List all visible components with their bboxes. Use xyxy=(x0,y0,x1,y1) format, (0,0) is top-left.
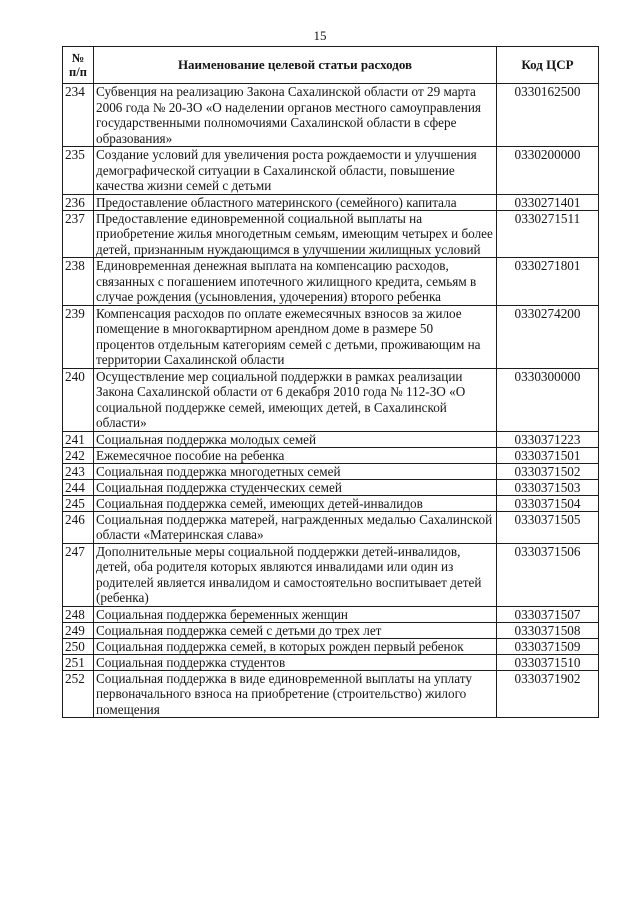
table-row xyxy=(63,447,599,463)
row-name: Социальная поддержка в виде единовременной выплаты на уплату первоначального взноса на приобретение (строительство) жилого помещения xyxy=(94,670,497,718)
row-number: 243 xyxy=(63,463,94,479)
column-header-number-line2: п/п xyxy=(69,65,87,79)
row-code: 0330371503 xyxy=(497,479,599,495)
row-code: 0330371507 xyxy=(497,606,599,622)
row-number: 234 xyxy=(63,84,94,147)
row-name: Осуществление мер социальной поддержки в рамках реализации Закона Сахалинской области от 6 декабря 2010 года № 112-ЗО «О социальной поддержке семей, имеющих детей, в Сахалинской области» xyxy=(94,368,497,431)
row-name: Создание условий для увеличения роста рождаемости и улучшения демографической ситуации в Сахалинской области, повышение качества жизни семей с детьми xyxy=(94,147,497,195)
row-code: 0330271801 xyxy=(497,258,599,306)
row-number: 240 xyxy=(63,368,94,431)
table-row xyxy=(63,147,599,195)
row-number: 249 xyxy=(63,622,94,638)
row-code: 0330371509 xyxy=(497,638,599,654)
row-code: 0330162500 xyxy=(497,84,599,147)
table-row xyxy=(63,654,599,670)
table-row xyxy=(63,670,599,718)
row-number: 250 xyxy=(63,638,94,654)
row-code: 0330271401 xyxy=(497,194,599,210)
row-code: 0330371510 xyxy=(497,654,599,670)
table-row xyxy=(63,194,599,210)
table-row xyxy=(63,305,599,368)
row-code: 0330371504 xyxy=(497,495,599,511)
row-number: 235 xyxy=(63,147,94,195)
row-name: Социальная поддержка беременных женщин xyxy=(94,606,497,622)
row-number: 246 xyxy=(63,511,94,543)
row-code: 0330200000 xyxy=(497,147,599,195)
row-name: Социальная поддержка матерей, награжденных медалью Сахалинской области «Материнская слава» xyxy=(94,511,497,543)
row-name: Социальная поддержка семей с детьми до трех лет xyxy=(94,622,497,638)
row-number: 237 xyxy=(63,210,94,258)
table-row xyxy=(63,606,599,622)
table-row xyxy=(63,210,599,258)
row-code: 0330371508 xyxy=(497,622,599,638)
row-name: Социальная поддержка молодых семей xyxy=(94,431,497,447)
table-row xyxy=(63,431,599,447)
row-code: 0330371902 xyxy=(497,670,599,718)
row-code: 0330371223 xyxy=(497,431,599,447)
row-name: Социальная поддержка семей, в которых рожден первый ребенок xyxy=(94,638,497,654)
row-number: 242 xyxy=(63,447,94,463)
table-header-row xyxy=(63,47,599,84)
table-row xyxy=(63,463,599,479)
row-number: 241 xyxy=(63,431,94,447)
row-name: Компенсация расходов по оплате ежемесячных взносов за жилое помещение в многоквартирном арендном доме в размере 50 процентов отдельным категориям семей с детьми, проживающим на территории Сахалинской области xyxy=(94,305,497,368)
table-row xyxy=(63,543,599,606)
row-number: 252 xyxy=(63,670,94,718)
table-row xyxy=(63,84,599,147)
row-code: 0330274200 xyxy=(497,305,599,368)
row-name: Предоставление областного материнского (семейного) капитала xyxy=(94,194,497,210)
row-name: Социальная поддержка студентов xyxy=(94,654,497,670)
row-code: 0330371502 xyxy=(497,463,599,479)
row-name: Единовременная денежная выплата на компенсацию расходов, связанных с погашением ипотечного жилищного кредита, семьям в случае рождения (усыновления, удочерения) второго ребенка xyxy=(94,258,497,306)
table-row xyxy=(63,622,599,638)
row-name: Социальная поддержка многодетных семей xyxy=(94,463,497,479)
row-name: Субвенция на реализацию Закона Сахалинской области от 29 марта 2006 года № 20-ЗО «О наделении органов местного самоуправления государственными полномочиями Сахалинской области в сфере образования» xyxy=(94,84,497,147)
table-row xyxy=(63,258,599,306)
row-code: 0330371505 xyxy=(497,511,599,543)
column-header-name: Наименование целевой статьи расходов xyxy=(94,47,497,84)
row-number: 244 xyxy=(63,479,94,495)
table-row xyxy=(63,638,599,654)
row-number: 239 xyxy=(63,305,94,368)
table-row xyxy=(63,479,599,495)
table-row xyxy=(63,495,599,511)
column-header-code: Код ЦСР xyxy=(497,47,599,84)
row-name: Социальная поддержка студенческих семей xyxy=(94,479,497,495)
expense-articles-table xyxy=(62,46,599,718)
row-name: Дополнительные меры социальной поддержки детей-инвалидов, детей, оба родителя которых являются инвалидами или один из родителей является инвалидом и самостоятельно воспитывает детей (ребенка) xyxy=(94,543,497,606)
row-number: 247 xyxy=(63,543,94,606)
row-number: 251 xyxy=(63,654,94,670)
row-name: Предоставление единовременной социальной выплаты на приобретение жилья многодетным семьям, имеющим четырех и более детей, признанным нуждающимся в улучшении жилищных условий xyxy=(94,210,497,258)
row-code: 0330371506 xyxy=(497,543,599,606)
row-code: 0330371501 xyxy=(497,447,599,463)
page-number: 15 xyxy=(313,28,327,43)
row-name: Ежемесячное пособие на ребенка xyxy=(94,447,497,463)
row-number: 245 xyxy=(63,495,94,511)
row-number: 238 xyxy=(63,258,94,306)
row-name: Социальная поддержка семей, имеющих детей-инвалидов xyxy=(94,495,497,511)
column-header-number xyxy=(63,47,94,84)
table-row xyxy=(63,368,599,431)
row-code: 0330300000 xyxy=(497,368,599,431)
row-number: 248 xyxy=(63,606,94,622)
row-code: 0330271511 xyxy=(497,210,599,258)
table-row xyxy=(63,511,599,543)
row-number: 236 xyxy=(63,194,94,210)
column-header-number-line1: № xyxy=(71,51,85,65)
